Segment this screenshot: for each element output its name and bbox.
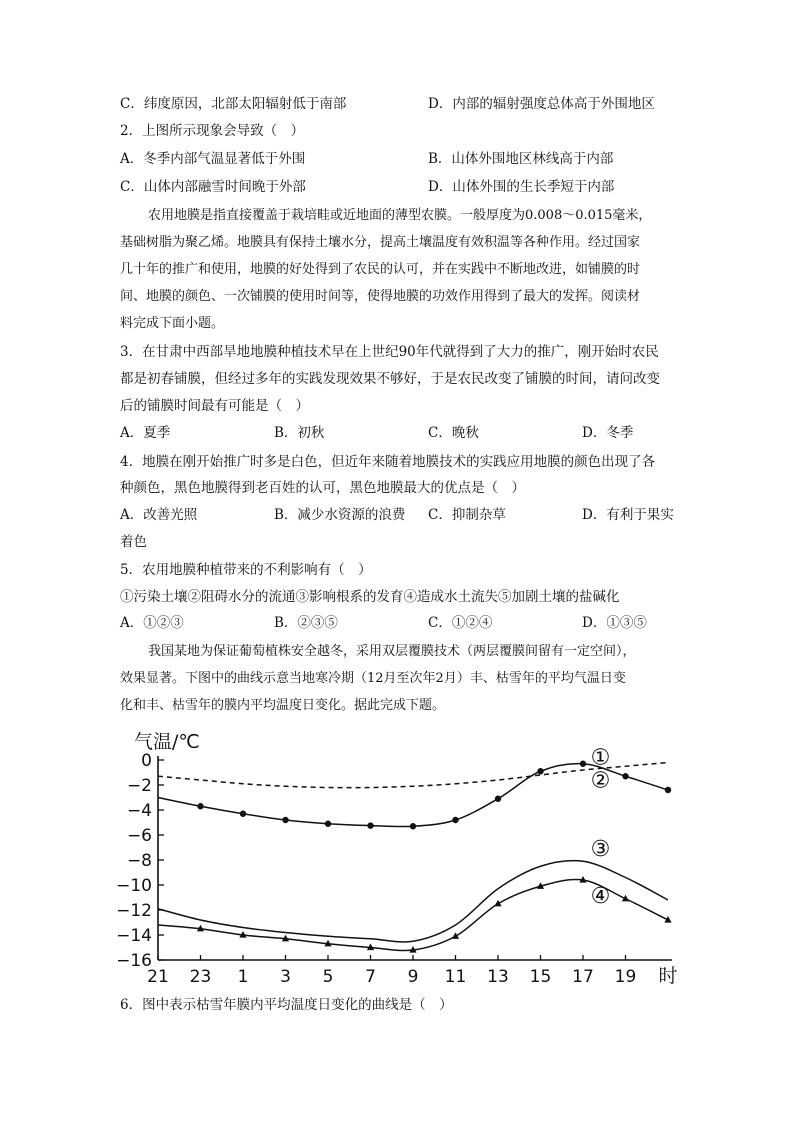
q4-stem-line-2: 种颜色，黑色地膜得到老百姓的认可，黑色地膜最大的优点是（ ） xyxy=(120,480,525,496)
y-tick-label: −4 xyxy=(126,801,152,821)
y-tick-label: −6 xyxy=(126,826,152,846)
y-tick-label: −8 xyxy=(126,851,152,871)
series-2-point xyxy=(240,811,246,817)
q3-option-a: A．夏季 xyxy=(120,425,171,441)
series-2-point xyxy=(537,768,543,774)
series-label-3: ③ xyxy=(590,836,611,862)
q4-option-d: D．有利于果实 xyxy=(582,507,674,523)
series-label-4: ④ xyxy=(590,884,611,910)
q5-option-c: C．①②④ xyxy=(428,615,493,631)
q1-option-c: C．纬度原因，北部太阳辐射低于南部 xyxy=(120,96,347,112)
series-2-point xyxy=(282,817,288,823)
q3-option-b: B．初秋 xyxy=(274,425,325,441)
y-tick-label: −16 xyxy=(116,951,152,971)
series-2-point xyxy=(197,803,203,809)
passage1-line-4: 间、地膜的颜色、一次铺膜的使用时间等，使得地膜的功效作用得到了最大的发挥。阅读材 xyxy=(120,289,641,304)
passage1-line-5: 料完成下面小题。 xyxy=(120,316,225,331)
x-tick-label: 23 xyxy=(189,967,212,987)
x-tick-label: 19 xyxy=(614,967,637,987)
q5-option-d: D．①③⑤ xyxy=(582,615,647,631)
q5-option-b: B．②③⑤ xyxy=(274,615,338,631)
q5-option-a: A．①②③ xyxy=(120,615,184,631)
q4-option-c: C．抑制杂草 xyxy=(428,507,506,523)
q4-option-b: B．减少水资源的浪费 xyxy=(274,507,406,523)
q3-option-c: C．晚秋 xyxy=(428,425,479,441)
series-2-point xyxy=(367,822,373,828)
q3-stem-line-3: 后的铺膜时间最有可能是（ ） xyxy=(120,398,309,414)
x-tick-label: 3 xyxy=(280,967,291,987)
q1-option-d: D．内部的辐射强度总体高于外围地区 xyxy=(428,96,655,112)
passage2-line-2: 效果显著。下图中的曲线示意当地寒冷期（12月至次年2月）丰、枯雪年的平均气温日变 xyxy=(120,671,626,686)
y-tick-label: −2 xyxy=(126,776,152,796)
x-tick-label: 15 xyxy=(529,967,552,987)
temperature-chart xyxy=(0,720,794,990)
q2-option-a: A．冬季内部气温显著低于外围 xyxy=(120,151,306,167)
y-axis-label: 气温/℃ xyxy=(134,731,200,753)
x-tick-label: 21 xyxy=(147,967,169,987)
q4-option-a: A．改善光照 xyxy=(120,507,198,523)
passage1-line-2: 基础树脂为聚乙烯。地膜具有保持土壤水分，提高土壤温度有效积温等各种作用。经过国家 xyxy=(120,235,641,250)
q3-option-d: D．冬季 xyxy=(582,425,634,441)
series-2-point xyxy=(325,821,331,827)
q5-items: ①污染土壤②阻碍水分的流通③影响根系的发育④造成水土流失⑤加剧土壤的盐碱化 xyxy=(120,589,620,605)
x-tick-label: 17 xyxy=(572,967,594,987)
q3-stem-line-2: 都是初春铺膜，但经过多年的实践发现效果不够好，于是农民改变了铺膜的时间，请问改变 xyxy=(120,371,660,387)
series-2-point xyxy=(622,773,628,779)
series-2-point xyxy=(665,787,671,793)
y-tick-label: 0 xyxy=(141,751,152,771)
q6-stem: 6．图中表示枯雪年膜内平均温度日变化的曲线是（ ） xyxy=(120,997,453,1013)
x-tick-label: 13 xyxy=(487,967,509,987)
series-label-1: ① xyxy=(590,745,611,771)
series-label-2: ② xyxy=(590,768,611,794)
x-tick-label: 11 xyxy=(444,967,467,987)
passage1-line-1: 农用地膜是指直接覆盖于栽培畦或近地面的薄型农膜。一般厚度为0.008～0.015毫米， xyxy=(148,208,652,223)
passage1-line-3: 几十年的推广和使用，地膜的好处得到了农民的认可，并在实践中不断地改进，如铺膜的时 xyxy=(120,262,641,277)
series-2-point xyxy=(495,796,501,802)
y-tick-label: −12 xyxy=(116,901,152,921)
x-tick-label: 5 xyxy=(322,967,334,987)
q4-stem-line-1: 4．地膜在刚开始推广时多是白色，但近年来随着地膜技术的实践应用地膜的颜色出现了各 xyxy=(120,454,656,470)
q2-option-b: B．山体外围地区林线高于内部 xyxy=(428,151,614,167)
x-tick-label: 9 xyxy=(407,967,419,987)
q2-option-c: C．山体内部融雪时间晚于外部 xyxy=(120,179,306,195)
q4-option-d-continued: 着色 xyxy=(120,534,147,550)
y-tick-label: −10 xyxy=(116,876,152,896)
series-2-point xyxy=(452,817,458,823)
x-tick-label: 7 xyxy=(365,967,376,987)
y-tick-label: −14 xyxy=(116,926,152,946)
series-2-point xyxy=(410,823,416,829)
q2-stem: 2．上图所示现象会导致（ ） xyxy=(120,123,305,139)
passage2-line-1: 我国某地为保证葡萄植株安全越冬，采用双层覆膜技术（两层覆膜间留有一定空间）， xyxy=(148,644,636,659)
passage2-line-3: 化和丰、枯雪年的膜内平均温度日变化。据此完成下题。 xyxy=(120,698,446,713)
q3-stem-line-1: 3．在甘肃中西部旱地地膜种植技术早在上世纪90年代就得到了大力的推广，刚开始时农民 xyxy=(120,344,659,360)
x-axis-label: 时 xyxy=(658,965,678,987)
q5-stem: 5．农用地膜种植带来的不利影响有（ ） xyxy=(120,562,372,578)
q2-option-d: D．山体外围的生长季短于内部 xyxy=(428,179,615,195)
x-tick-label: 1 xyxy=(237,967,249,987)
series-2-point xyxy=(580,761,586,767)
